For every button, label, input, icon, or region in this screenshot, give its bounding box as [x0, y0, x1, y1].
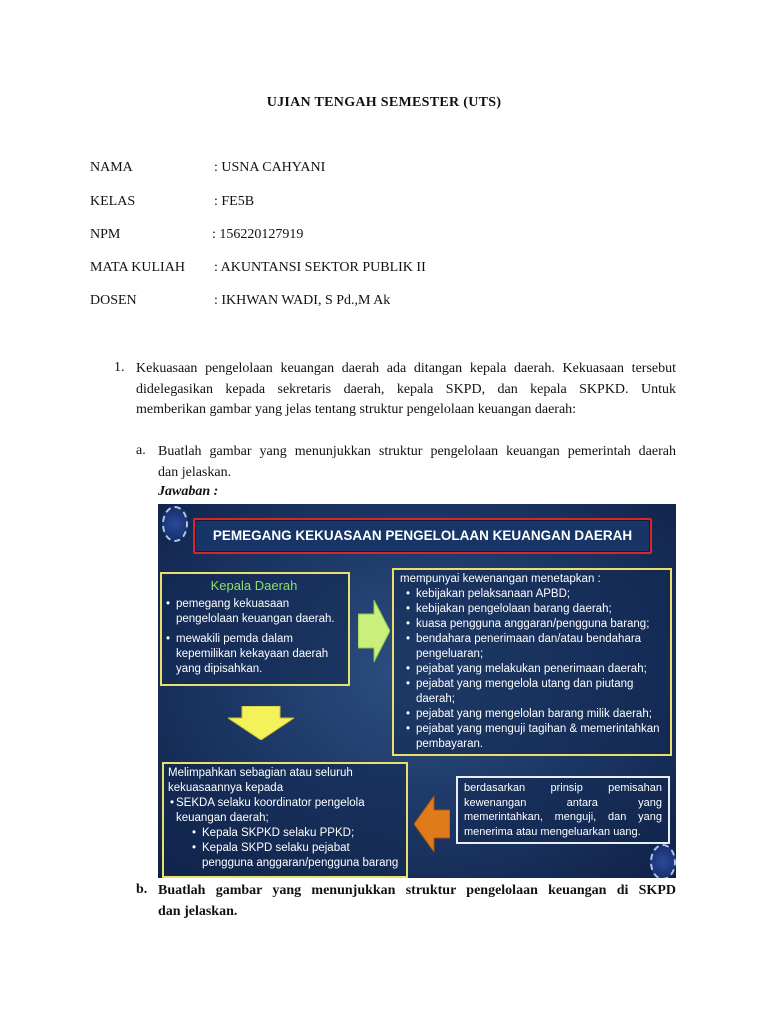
list-item: • bendahara penerimaan dan/atau bendahara pengeluaran;: [404, 632, 664, 662]
kewenangan-box: [392, 568, 672, 756]
list-item: • kebijakan pengelolaan barang daerah;: [404, 602, 664, 617]
text-line: Buatlah gambar yang menunjukkan struktur pengelolaan keuangan di SKPD: [158, 883, 676, 898]
list-item: • pejabat yang mengelolan barang milik daerah;: [404, 707, 664, 722]
question-number: 1.: [114, 360, 125, 375]
question-letter: a.: [136, 443, 146, 458]
down-arrow-icon: [228, 706, 294, 740]
text-line: dan jelaskan.: [158, 464, 232, 480]
identity-value: : FE5B: [214, 194, 255, 209]
kewenangan-intro: mempunyai kewenangan menetapkan :: [400, 573, 601, 585]
answer-label: Jawaban :: [158, 484, 219, 499]
identity-value: : 156220127919: [212, 227, 304, 242]
decorative-circle: [162, 506, 188, 542]
list-item: • pejabat yang menguji tagihan & memerintahkan pembayaran.: [404, 722, 664, 752]
left-arrow-icon: [414, 796, 450, 852]
question-a-text: [158, 442, 676, 483]
text-line: didelegasikan kepada sekretaris daerah, kepala SKPD, dan kepala SKPKD. Untuk: [136, 381, 676, 397]
identity-value: : USNA CAHYANI: [214, 160, 326, 175]
identity-value: : AKUNTANSI SEKTOR PUBLIK II: [214, 260, 426, 275]
kepala-daerah-box: [160, 572, 350, 686]
identity-label: KELAS: [90, 194, 136, 209]
identity-label: NAMA: [90, 160, 133, 175]
pelimpahan-box: [162, 762, 408, 878]
list-item: • pemegang kekuasaan pengelolaan keuangan daerah.: [164, 597, 344, 627]
slide-banner: PEMEGANG KEKUASAAN PENGELOLAAN KEUANGAN DAERAH: [193, 518, 652, 554]
text-line: memberikan gambar yang jelas tentang struktur pengelolaan keuangan daerah:: [136, 402, 577, 417]
question-1-text: [136, 359, 676, 421]
text-line: dan jelaskan.: [158, 903, 238, 919]
list-item: • Kepala SKPD selaku pejabat pengguna anggaran/pengguna barang: [190, 841, 402, 871]
identity-label: MATA KULIAH: [90, 260, 185, 275]
identity-label: DOSEN: [90, 293, 137, 308]
identity-value: : IKHWAN WADI, S Pd.,M Ak: [214, 293, 391, 308]
list-item: • SEKDA selaku koordinator pengelola keuangan daerah;: [168, 796, 402, 826]
list-item: • pejabat yang melakukan penerimaan daerah;: [404, 662, 664, 677]
list-item: • pejabat yang mengelola utang dan piutang daerah;: [404, 677, 664, 707]
right-arrow-icon: [358, 600, 390, 662]
list-item: • kebijakan pelaksanaan APBD;: [404, 587, 664, 602]
question-letter: b.: [136, 882, 148, 897]
prinsip-box: [456, 776, 670, 844]
list-item: • kuasa pengguna anggaran/pengguna barang;: [404, 617, 664, 632]
prinsip-text: berdasarkan prinsip pemisahan kewenangan antara yang memerintahkan, menguji, dan yang menerima atau mengeluarkan uang.: [464, 782, 662, 838]
text-line: Buatlah gambar yang menunjukkan struktur pengelolaan keuangan pemerintah daerah: [158, 444, 676, 459]
slide-diagram: [158, 504, 676, 878]
list-item: • mewakili pemda dalam kepemilikan kekayaan daerah yang dipisahkan.: [164, 632, 344, 677]
text-line: Kekuasaan pengelolaan keuangan daerah ada ditangan kepala daerah. Kekuasaan tersebut: [136, 361, 676, 376]
decorative-circle: [650, 844, 676, 878]
kepala-daerah-title: Kepala Daerah: [210, 578, 298, 593]
page-title: UJIAN TENGAH SEMESTER (UTS): [266, 95, 502, 110]
list-item: • Kepala SKPKD selaku PPKD;: [190, 826, 402, 841]
question-b-text: [158, 881, 676, 922]
pelimpahan-intro: Melimpahkan sebagian atau seluruh kekuasaannya kepada: [168, 767, 353, 794]
identity-label: NPM: [90, 227, 121, 242]
